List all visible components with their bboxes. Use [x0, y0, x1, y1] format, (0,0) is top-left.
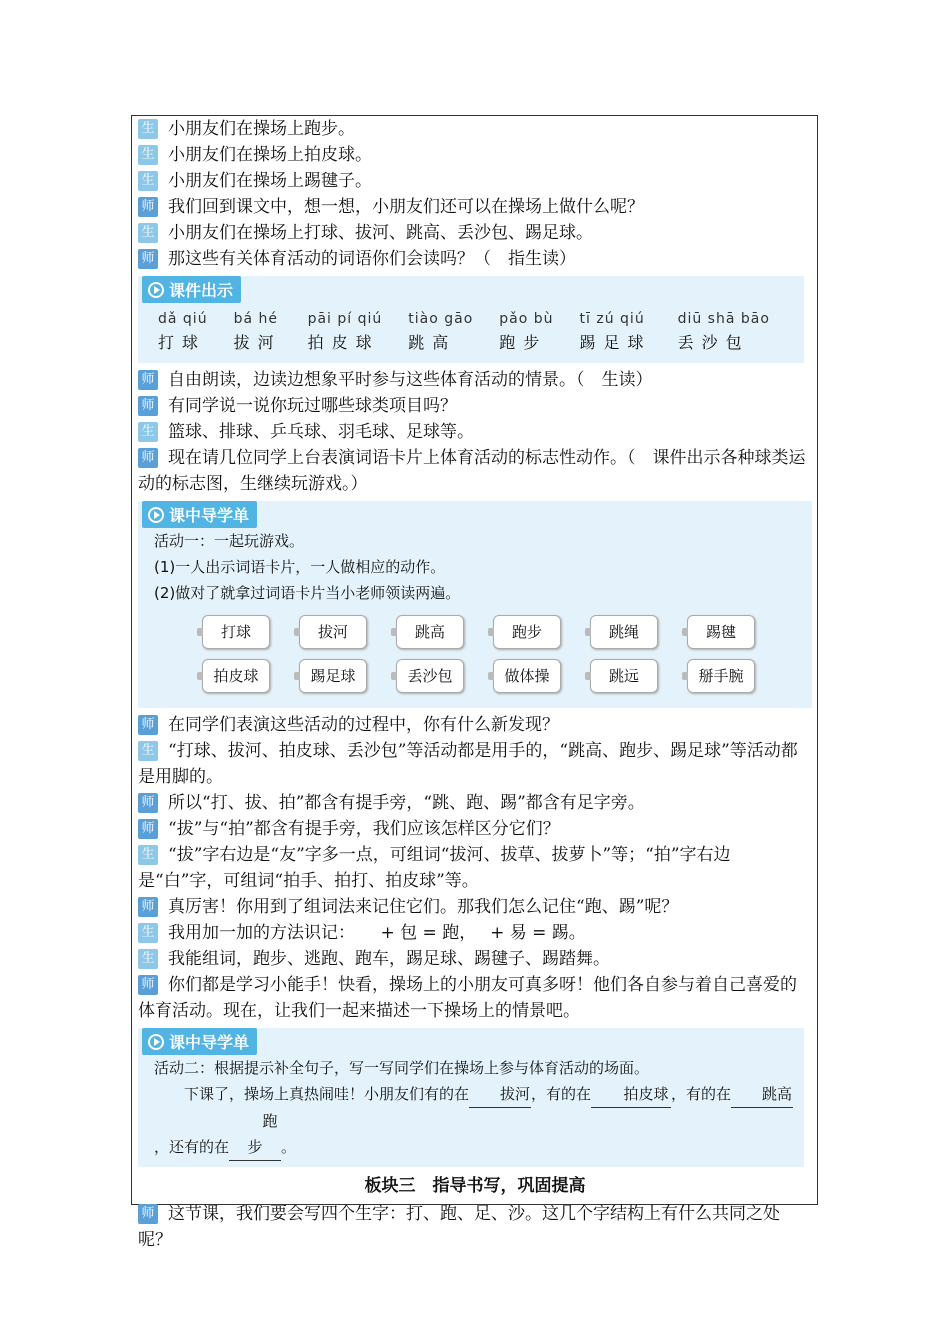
teacher-tag: 师	[138, 197, 158, 217]
student-tag: 生	[138, 223, 158, 243]
student-tag: 生	[138, 422, 158, 442]
paragraph-text: ，有的在	[671, 1085, 732, 1103]
courseware-box	[138, 276, 804, 363]
vocab-item	[678, 311, 770, 353]
word-card: 跳远	[590, 659, 658, 693]
teacher-tag: 师	[138, 819, 158, 839]
activity-2-title: 活动二：根据提示补全句子，写一写同学们在操场上参与体育活动的场面。	[154, 1059, 650, 1077]
teacher-tag: 师	[138, 897, 158, 917]
vocab-pinyin: dǎ qiú	[158, 311, 208, 327]
vocab-pinyin: diū shā bāo	[677, 311, 770, 327]
dialogue-line	[138, 220, 812, 246]
paragraph-text: 。	[281, 1138, 297, 1156]
vocab-hanzi: 丢沙包	[677, 333, 750, 352]
word-card: 掰手腕	[687, 659, 755, 693]
dialogue-text: 篮球、排球、乒乓球、羽毛球、足球等。	[168, 422, 474, 442]
blank-2: 拍皮球	[591, 1081, 671, 1108]
dialogue-text: 我们回到课文中，想一想，小朋友们还可以在操场上做什么呢？	[168, 197, 644, 217]
word-card: 拔河	[299, 615, 367, 649]
teacher-tag: 师	[138, 975, 158, 995]
vocab-hanzi: 拔河	[233, 333, 282, 352]
activity-2-paragraph	[138, 1081, 804, 1161]
guide-box-2	[138, 1028, 804, 1167]
dialogue-text: 小朋友们在操场上踢毽子。	[168, 171, 372, 191]
teacher-tag: 师	[138, 396, 158, 416]
dialogue-line	[138, 816, 812, 842]
vocab-pinyin: pāi pí qiú	[307, 311, 383, 327]
vocab-pinyin: bá hé	[233, 311, 278, 327]
blank-1: 拔河	[469, 1081, 531, 1108]
section-heading: 板块三 指导书写，巩固提高	[364, 1176, 586, 1196]
dialogue-line	[138, 445, 812, 497]
dialogue-line	[138, 972, 812, 1024]
dialogue-text: “拔”字右边是“友”字多一点，可组词“拔河、拔草、拔萝卜”等；“拍”字右边是“白”字，可组词“拍手、拍打、拍皮球”等。	[138, 845, 731, 891]
dialogue-line	[138, 194, 812, 220]
dialogue-text: 小朋友们在操场上拍皮球。	[168, 145, 372, 165]
dialogue-text: 小朋友们在操场上跑步。	[168, 119, 355, 139]
dialogue-line	[138, 946, 812, 972]
dialogue-text: 你们都是学习小能手！快看，操场上的小朋友可真多呀！他们各自参与着自己喜爱的体育活动。现在，让我们一起来描述一下操场上的情景吧。	[138, 975, 797, 1021]
dialogue-line	[138, 168, 812, 194]
dialogue-line	[138, 419, 812, 445]
dialogue-line	[138, 1201, 812, 1253]
dialogue-line	[138, 712, 812, 738]
teacher-tag: 师	[138, 793, 158, 813]
word-card: 打球	[202, 615, 270, 649]
vocab-list	[138, 303, 804, 363]
student-tag: 生	[138, 171, 158, 191]
vocab-hanzi: 打球	[158, 333, 207, 352]
vocab-item	[308, 311, 383, 353]
dialogue-line	[138, 246, 812, 272]
teacher-tag: 师	[138, 1204, 158, 1224]
word-cards	[138, 606, 812, 708]
play-icon	[148, 282, 164, 298]
vocab-pinyin: tī zú qiú	[579, 311, 645, 327]
student-tag: 生	[138, 741, 158, 761]
student-tag: 生	[138, 845, 158, 865]
guide-box-1	[138, 501, 812, 708]
courseware-box-title: 课件出示	[142, 276, 241, 303]
student-tag: 生	[138, 145, 158, 165]
dialogue-line	[138, 738, 812, 790]
play-icon	[148, 1034, 164, 1050]
dialogue-text: 现在请几位同学上台表演词语卡片上体育活动的标志性动作。（ 课件出示各种球类运动的标志图，生继续玩游戏。）	[138, 448, 806, 494]
dialogue-line	[138, 842, 812, 894]
vocab-item	[234, 311, 282, 353]
teacher-tag: 师	[138, 249, 158, 269]
vocab-item	[499, 311, 553, 353]
dialogue-text: 这节课，我们要会写四个生字：打、跑、足、沙。这几个字结构上有什么共同之处呢？	[138, 1204, 780, 1250]
dialogue-line	[138, 142, 812, 168]
teacher-tag: 师	[138, 715, 158, 735]
student-tag: 生	[138, 119, 158, 139]
vocab-item	[158, 311, 208, 353]
dialogue-text: 有同学说一说你玩过哪些球类项目吗？	[168, 396, 457, 416]
dialogue-line	[138, 393, 812, 419]
teacher-tag: 师	[138, 370, 158, 390]
dialogue-text: 真厉害！你用到了组词法来记住它们。那我们怎么记住“跑、踢”呢？	[168, 897, 679, 917]
dialogue-text: 我能组词，跑步、逃跑、跑车，踢足球、踢毽子、踢踏舞。	[168, 949, 610, 969]
guide-box-1-title: 课中导学单	[142, 501, 257, 528]
dialogue-text: 在同学们表演这些活动的过程中，你有什么新发现？	[168, 715, 559, 735]
dialogue-text: 我用加一加的方法识记： + 包 = 跑， + 易 = 踢。	[168, 923, 586, 943]
vocab-pinyin: pǎo bù	[499, 311, 554, 327]
word-card: 丢沙包	[396, 659, 464, 693]
vocab-item	[408, 311, 473, 353]
paragraph-text: ，有的在	[531, 1085, 592, 1103]
vocab-hanzi: 踢足球	[579, 333, 652, 352]
vocab-hanzi: 跑步	[499, 333, 548, 352]
word-card: 拍皮球	[202, 659, 270, 693]
word-card: 跳高	[396, 615, 464, 649]
dialogue-line	[138, 920, 812, 946]
activity-step-2: (2)做对了就拿过词语卡片当小老师领读两遍。	[154, 584, 461, 602]
dialogue-text: “拔”与“拍”都含有提手旁，我们应该怎样区分它们？	[168, 819, 560, 839]
vocab-hanzi: 拍皮球	[307, 333, 380, 352]
dialogue-text: 小朋友们在操场上打球、拔河、跳高、丢沙包、踢足球。	[168, 223, 593, 243]
lesson-content	[138, 116, 812, 1253]
vocab-pinyin: tiào gāo	[408, 311, 474, 327]
dialogue-line	[138, 367, 812, 393]
guide-box-2-title: 课中导学单	[142, 1028, 257, 1055]
dialogue-text: “打球、拔河、拍皮球、丢沙包”等活动都是用手的，“跳高、跑步、踢足球”等活动都是用脚的。	[138, 741, 798, 787]
dialogue-block-1	[138, 116, 812, 272]
dialogue-block-2	[138, 367, 812, 497]
play-icon	[148, 507, 164, 523]
student-tag: 生	[138, 949, 158, 969]
vocab-item	[580, 311, 652, 353]
dialogue-block-3	[138, 712, 812, 1024]
paragraph-text: 下课了，操场上真热闹哇！小朋友们有的在	[184, 1085, 470, 1103]
activity-title: 活动一：一起玩游戏。	[154, 532, 305, 550]
student-tag: 生	[138, 923, 158, 943]
word-card: 踢足球	[299, 659, 367, 693]
word-card: 做体操	[493, 659, 561, 693]
word-card: 跑步	[493, 615, 561, 649]
word-card: 跳绳	[590, 615, 658, 649]
vocab-hanzi: 跳高	[408, 333, 457, 352]
dialogue-text: 所以“打、拔、拍”都含有提手旁，“跳、跑、踢”都含有足字旁。	[168, 793, 645, 813]
activity-step-1: (1)一人出示词语卡片，一人做相应的动作。	[154, 558, 446, 576]
teacher-tag: 师	[138, 448, 158, 468]
blank-3: 跳高	[731, 1081, 793, 1108]
blank-4: 跑步	[229, 1108, 281, 1161]
dialogue-text: 那这些有关体育活动的词语你们会读吗？（ 指生读）	[168, 249, 576, 269]
dialogue-line	[138, 116, 812, 142]
dialogue-line	[138, 894, 812, 920]
word-card: 踢毽	[687, 615, 755, 649]
dialogue-line	[138, 790, 812, 816]
dialogue-text: 自由朗读，边读边想象平时参与这些体育活动的情景。（ 生读）	[168, 370, 653, 390]
paragraph-text: ，还有的在	[154, 1138, 230, 1156]
